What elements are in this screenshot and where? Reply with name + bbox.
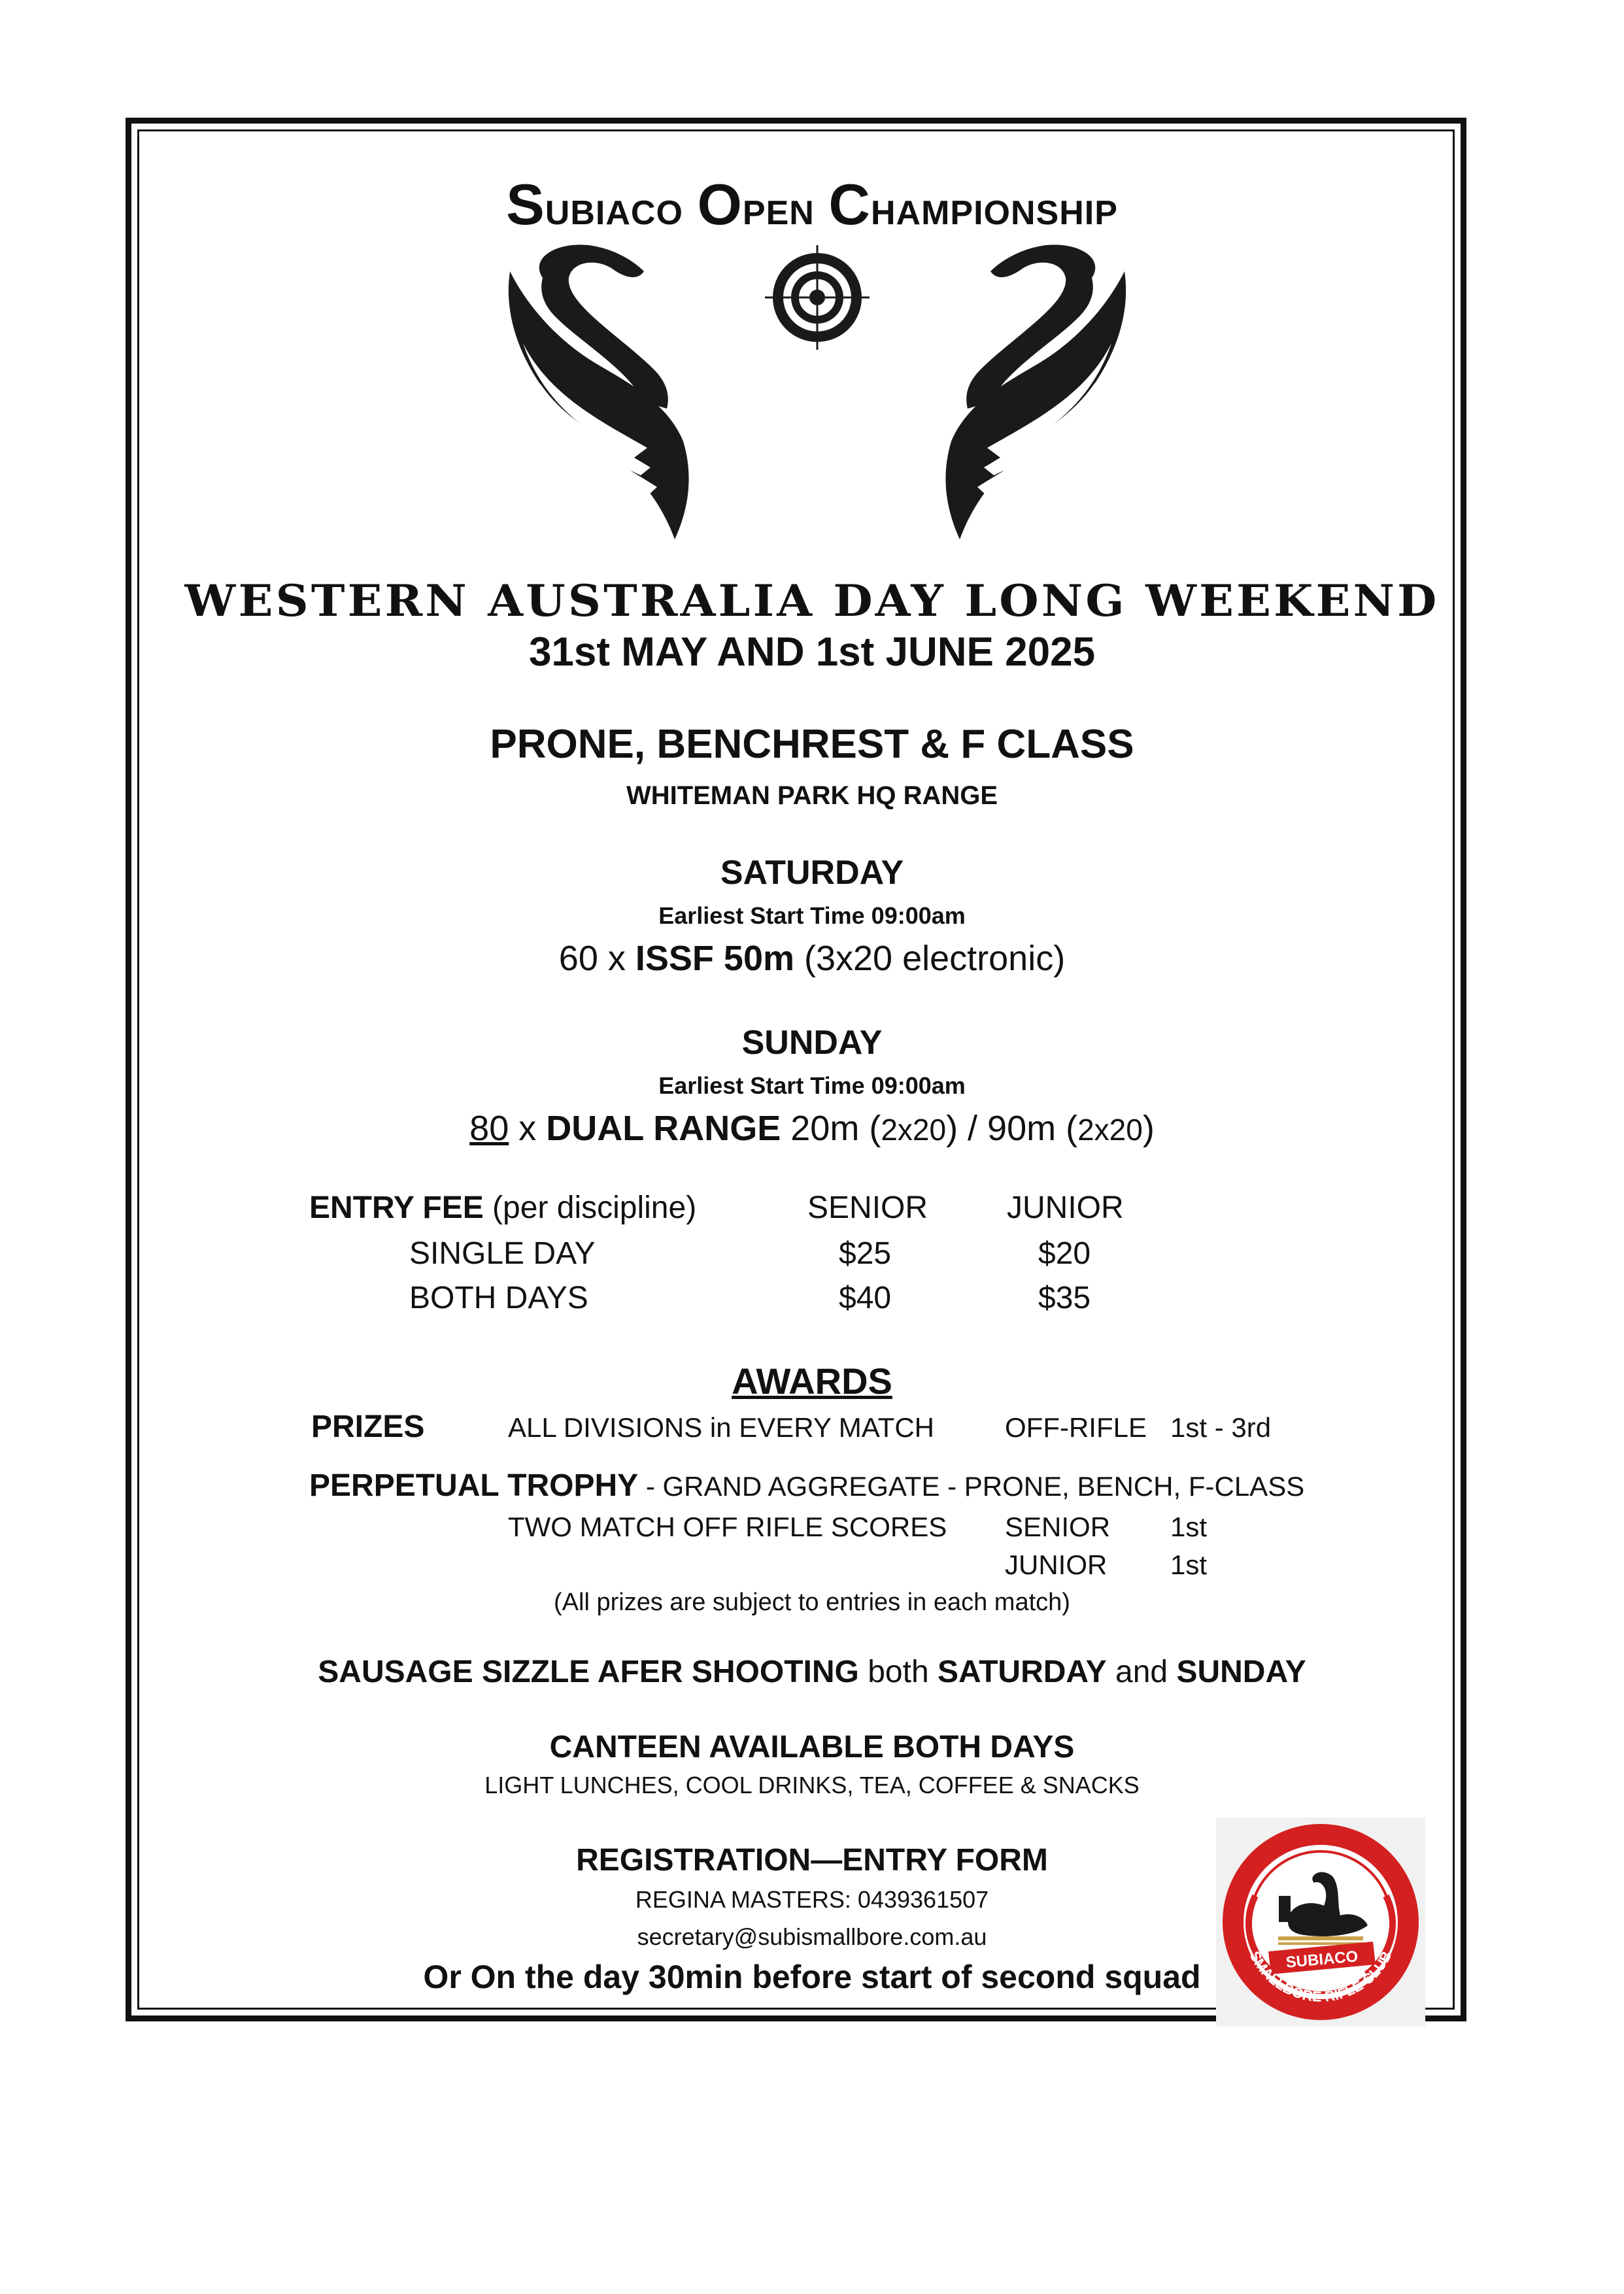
sunday-match: 80 x DUAL RANGE 20m (2x20) / 90m (2x20) bbox=[469, 1109, 1155, 1148]
on-the-day-note: Or On the day 30min before start of second squad bbox=[423, 1959, 1201, 1995]
saturday-heading: SATURDAY bbox=[720, 854, 904, 892]
trophy-scores: TWO MATCH OFF RIFLE SCORES bbox=[508, 1511, 947, 1542]
saturday-match: 60 x ISSF 50m (3x20 electronic) bbox=[558, 939, 1066, 978]
fee-col-senior: SENIOR bbox=[807, 1190, 928, 1225]
trophy-senior: SENIOR bbox=[1005, 1511, 1111, 1542]
fee-row-name: BOTH DAYS bbox=[409, 1281, 588, 1315]
awards-heading: AWARDS bbox=[732, 1360, 892, 1402]
awards-note: (All prizes are subject to entries in each match) bbox=[554, 1589, 1070, 1616]
registration-contact: REGINA MASTERS: 0439361507 bbox=[635, 1886, 989, 1913]
logo-ring-text: SMALLBORE RIFLE CLUB bbox=[1246, 1948, 1395, 2005]
sunday-start-time: Earliest Start Time 09:00am bbox=[658, 1072, 966, 1099]
target-icon bbox=[765, 245, 870, 350]
trophy-junior-place: 1st bbox=[1170, 1549, 1208, 1580]
fee-col-junior: JUNIOR bbox=[1007, 1190, 1124, 1225]
club-logo bbox=[1216, 1817, 1425, 2027]
entry-fee-label: ENTRY FEE (per discipline) bbox=[309, 1190, 697, 1225]
canteen-items: LIGHT LUNCHES, COOL DRINKS, TEA, COFFEE & SNACKS bbox=[484, 1772, 1140, 1798]
prizes-label: PRIZES bbox=[311, 1409, 425, 1444]
registration-heading: REGISTRATION—ENTRY FORM bbox=[576, 1843, 1048, 1878]
saturday-start-time: Earliest Start Time 09:00am bbox=[658, 902, 966, 929]
fee-row-name: SINGLE DAY bbox=[409, 1236, 596, 1271]
swan-target-emblem bbox=[503, 232, 1131, 549]
trophy-junior: JUNIOR bbox=[1005, 1549, 1108, 1580]
prizes-type: OFF-RIFLE bbox=[1005, 1412, 1147, 1443]
fee-row-senior: $25 bbox=[839, 1236, 892, 1271]
registration-email[interactable]: secretary@subismallbore.com.au bbox=[637, 1923, 987, 1950]
sunday-heading: SUNDAY bbox=[741, 1024, 883, 1062]
trophy-senior-place: 1st bbox=[1170, 1511, 1208, 1542]
logo-text-top: SUBIACO bbox=[1285, 1948, 1359, 1972]
weekend-heading: WESTERN AUSTRALIA DAY LONG WEEKEND bbox=[184, 575, 1440, 626]
prizes-scope: ALL DIVISIONS in EVERY MATCH bbox=[508, 1412, 934, 1443]
fee-row-senior: $40 bbox=[839, 1281, 892, 1315]
fee-row-junior: $20 bbox=[1038, 1236, 1091, 1271]
fee-row-junior: $35 bbox=[1038, 1281, 1091, 1315]
disciplines: PRONE, BENCHREST & F CLASS bbox=[490, 722, 1134, 767]
range-name: WHITEMAN PARK HQ RANGE bbox=[626, 781, 998, 810]
event-dates: 31st MAY AND 1st JUNE 2025 bbox=[528, 630, 1096, 675]
perpetual-trophy: PERPETUAL TROPHY - GRAND AGGREGATE - PRONE, BENCH, F-CLASS bbox=[309, 1468, 1305, 1503]
sausage-sizzle: SAUSAGE SIZZLE AFER SHOOTING both SATURDAY and SUNDAY bbox=[318, 1655, 1306, 1689]
prizes-places: 1st - 3rd bbox=[1170, 1412, 1272, 1443]
canteen-heading: CANTEEN AVAILABLE BOTH DAYS bbox=[549, 1730, 1075, 1764]
page-title: Subiaco Open Championship bbox=[506, 172, 1118, 237]
